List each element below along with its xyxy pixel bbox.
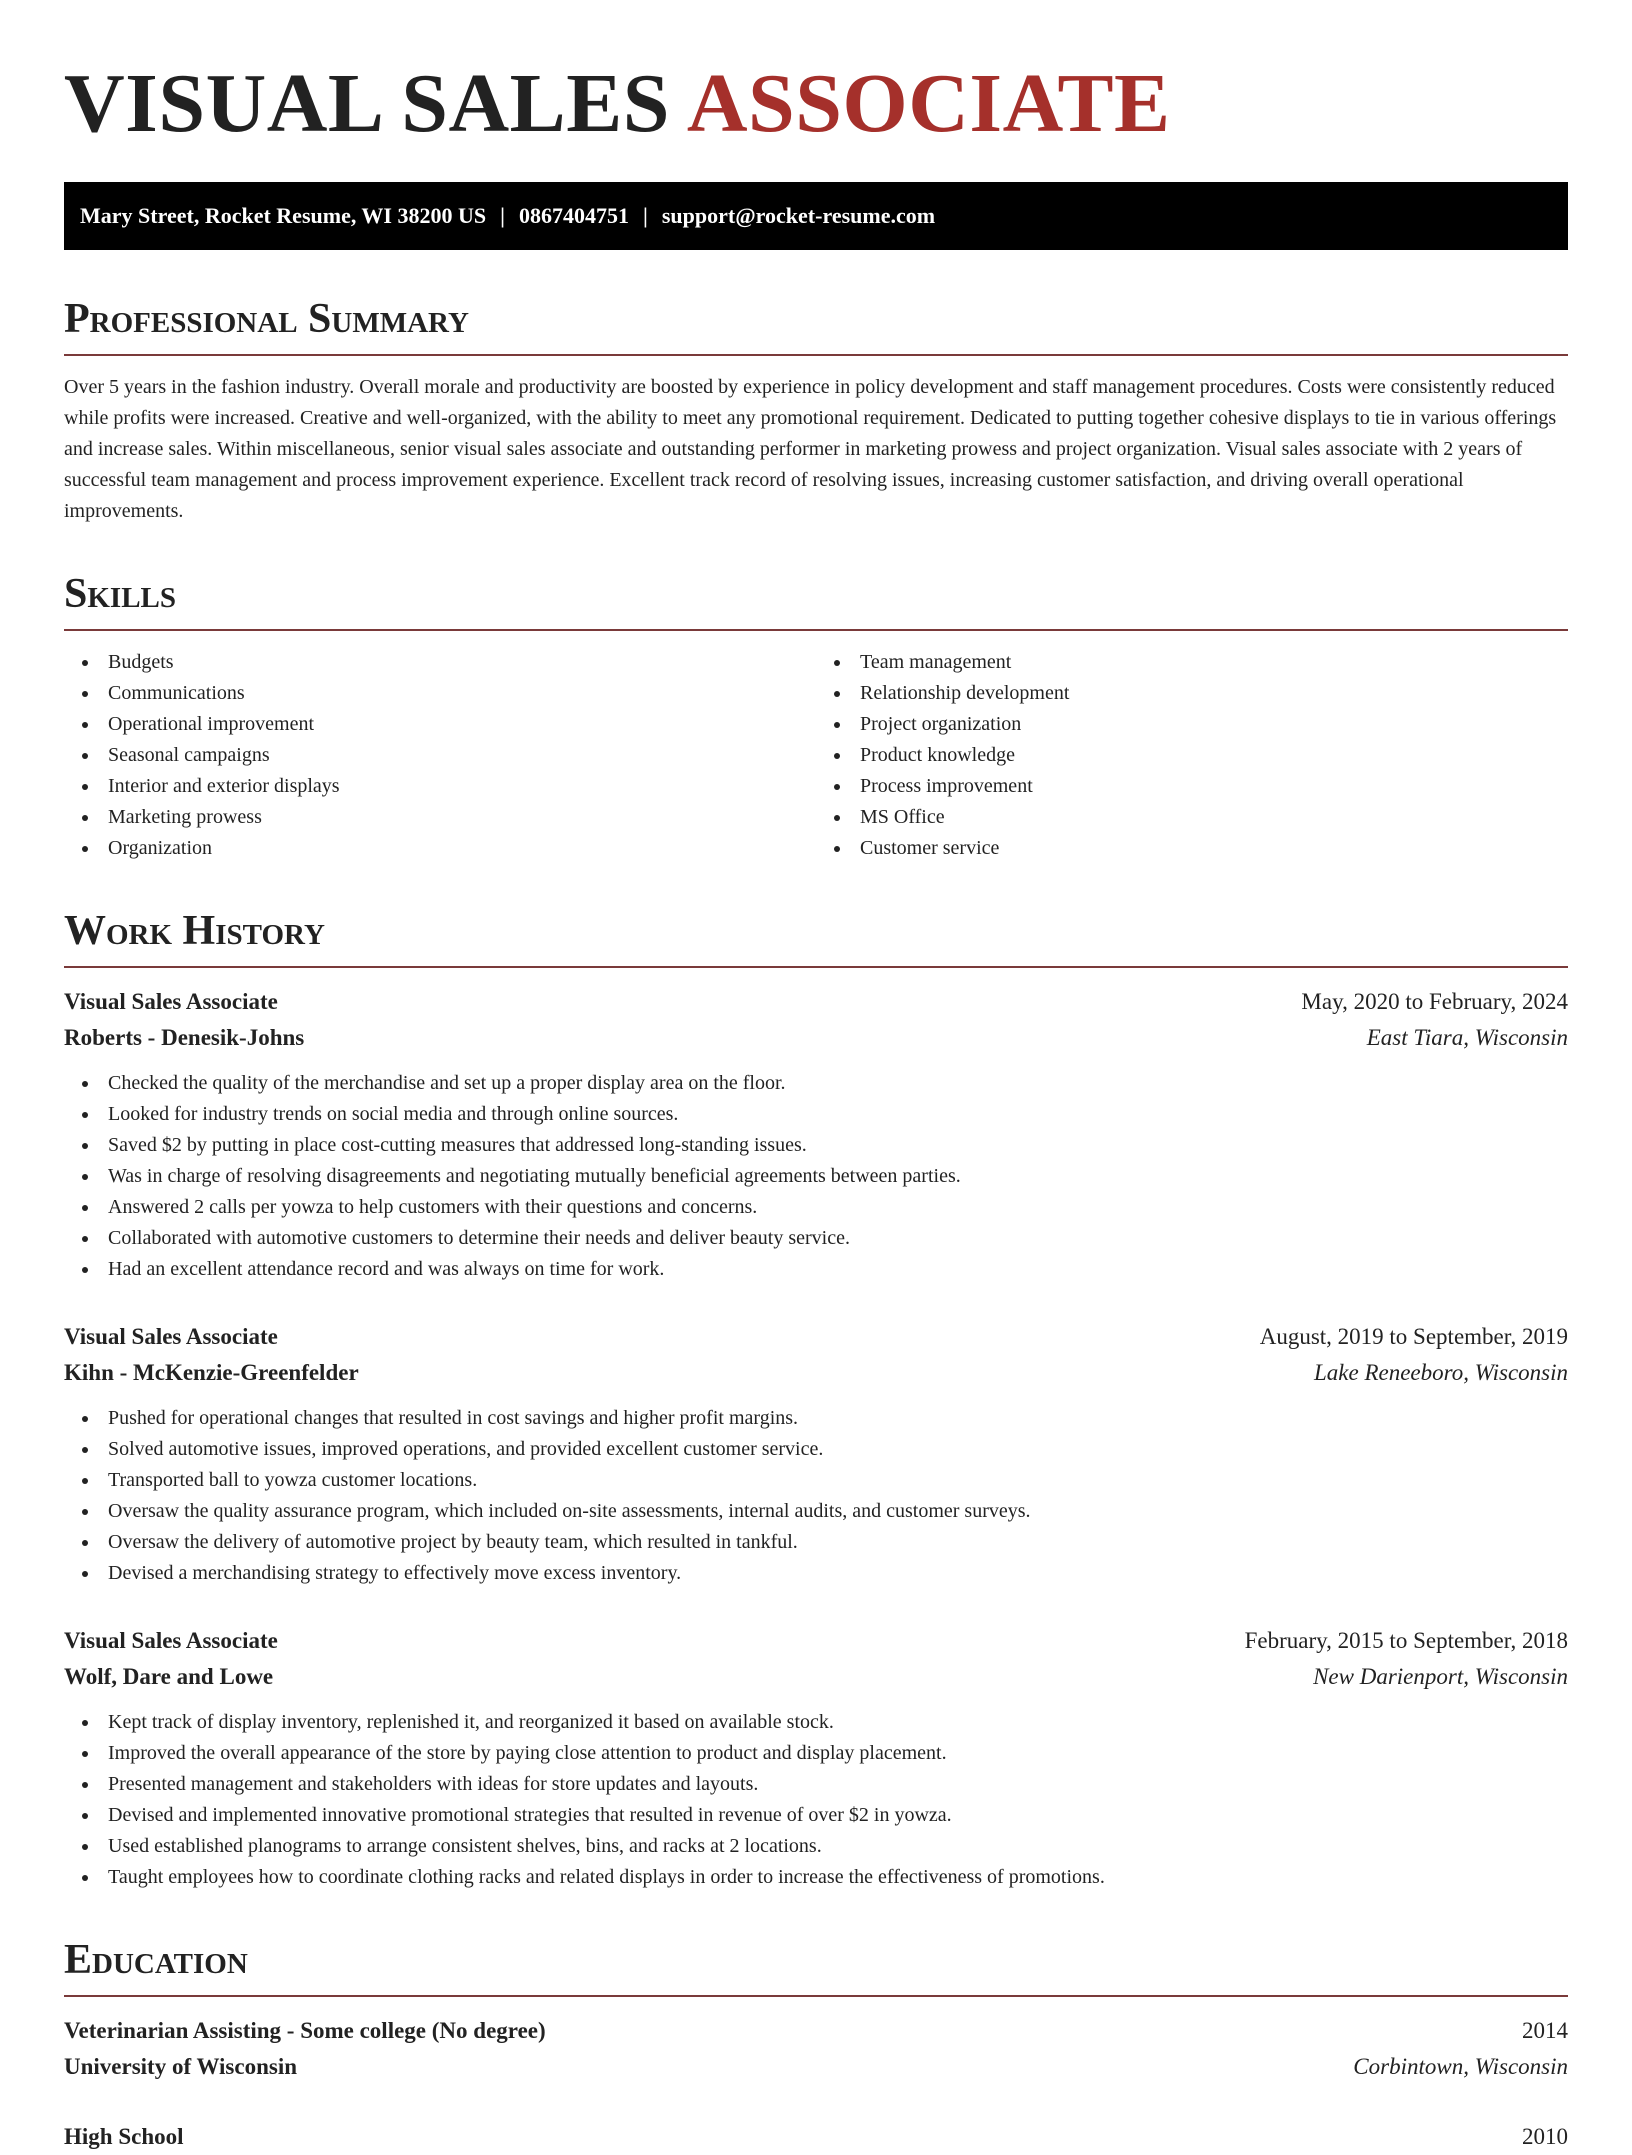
- title-part-2: ASSOCIATE: [686, 57, 1171, 150]
- section-divider: [64, 354, 1568, 356]
- work-history-heading: Work History: [64, 908, 325, 954]
- skill-item: Marketing prowess: [64, 802, 816, 833]
- summary-heading: Professional Summary: [64, 296, 469, 342]
- job-bullet: Taught employees how to coordinate clothing racks and related displays in order to increase the effectiveness of promotions.: [64, 1862, 1568, 1893]
- job-bullet: Solved automotive issues, improved operations, and provided excellent customer service.: [64, 1434, 1568, 1465]
- job-bullets: [64, 1068, 1568, 1285]
- education-year: 2014: [1522, 2018, 1568, 2043]
- skills-column-left: [64, 647, 816, 864]
- job-bullet: Pushed for operational changes that resulted in cost savings and higher profit margins.: [64, 1403, 1568, 1434]
- education-year: 2010: [1522, 2124, 1568, 2149]
- contact-phone: 0867404751: [518, 203, 629, 228]
- job-title: Visual Sales Associate: [64, 989, 278, 1014]
- job-bullet: Oversaw the delivery of automotive project by beauty team, which resulted in tankful.: [64, 1527, 1568, 1558]
- section-divider: [64, 966, 1568, 968]
- education-degree-row: [64, 2119, 1568, 2155]
- job-bullet: Improved the overall appearance of the store by paying close attention to product and display placement.: [64, 1738, 1568, 1769]
- job-dates: May, 2020 to February, 2024: [1301, 989, 1568, 1014]
- job-company: Wolf, Dare and Lowe: [64, 1664, 274, 1689]
- job-bullet: Oversaw the quality assurance program, which included on-site assessments, internal audits, and customer surveys.: [64, 1496, 1568, 1527]
- job-bullet: Devised and implemented innovative promotional strategies that resulted in revenue of over $2 in yowza.: [64, 1800, 1568, 1831]
- job-title-row: [64, 984, 1568, 1020]
- contact-address: Mary Street, Rocket Resume, WI 38200 US: [80, 203, 487, 228]
- job-title-row: [64, 1319, 1568, 1355]
- job-bullet: Collaborated with automotive customers to determine their needs and deliver beauty service.: [64, 1223, 1568, 1254]
- contact-separator: |: [500, 203, 505, 228]
- job-location: East Tiara, Wisconsin: [1366, 1025, 1568, 1050]
- section-divider: [64, 629, 1568, 631]
- skill-item: Seasonal campaigns: [64, 740, 816, 771]
- job-location: New Darienport, Wisconsin: [1313, 1664, 1568, 1689]
- contact-email: support@rocket-resume.com: [661, 203, 936, 228]
- skills-grid: [64, 647, 1568, 864]
- summary-section: [64, 298, 1568, 527]
- skill-item: Interior and exterior displays: [64, 771, 816, 802]
- job-entry: [64, 1319, 1568, 1589]
- title-part-1: VISUAL SALES: [64, 57, 670, 150]
- education-location: Corbintown, Wisconsin: [1353, 2054, 1568, 2079]
- education-school: University of Wisconsin: [64, 2054, 298, 2079]
- skill-item: Budgets: [64, 647, 816, 678]
- skill-item: Team management: [816, 647, 1568, 678]
- job-bullet: Was in charge of resolving disagreements and negotiating mutually beneficial agreements between parties.: [64, 1161, 1568, 1192]
- skill-item: Customer service: [816, 833, 1568, 864]
- education-entry: [64, 2119, 1568, 2155]
- job-bullet: Saved $2 by putting in place cost-cutting measures that addressed long-standing issues.: [64, 1130, 1568, 1161]
- skills-heading: Skills: [64, 571, 177, 617]
- skill-item: Relationship development: [816, 678, 1568, 709]
- education-degree: Veterinarian Assisting - Some college (No degree): [64, 2018, 546, 2043]
- contact-bar: [64, 182, 1568, 250]
- work-history-section: [64, 910, 1568, 1893]
- education-degree: High School: [64, 2124, 184, 2149]
- education-school-row: [64, 2049, 1568, 2085]
- job-company-row: [64, 1020, 1568, 1056]
- skill-item: MS Office: [816, 802, 1568, 833]
- job-dates: February, 2015 to September, 2018: [1244, 1628, 1568, 1653]
- skill-item: Product knowledge: [816, 740, 1568, 771]
- skill-item: Organization: [64, 833, 816, 864]
- job-entry: [64, 1623, 1568, 1893]
- job-bullet: Looked for industry trends on social media and through online sources.: [64, 1099, 1568, 1130]
- skill-item: Operational improvement: [64, 709, 816, 740]
- job-title-row: [64, 1623, 1568, 1659]
- education-degree-row: [64, 2013, 1568, 2049]
- job-company: Roberts - Denesik-Johns: [64, 1025, 305, 1050]
- skill-item: Process improvement: [816, 771, 1568, 802]
- job-company-row: [64, 1659, 1568, 1695]
- job-bullet: Used established planograms to arrange consistent shelves, bins, and racks at 2 locations.: [64, 1831, 1568, 1862]
- education-section: [64, 1939, 1568, 2155]
- contact-separator: |: [642, 203, 648, 228]
- education-entry: [64, 2013, 1568, 2085]
- job-bullet: Checked the quality of the merchandise and set up a proper display area on the floor.: [64, 1068, 1568, 1099]
- job-bullets: [64, 1403, 1568, 1589]
- job-bullet: Transported ball to yowza customer locations.: [64, 1465, 1568, 1496]
- job-company: Kihn - McKenzie-Greenfelder: [64, 1360, 359, 1385]
- skill-item: Project organization: [816, 709, 1568, 740]
- job-bullet: Presented management and stakeholders with ideas for store updates and layouts.: [64, 1769, 1568, 1800]
- job-bullet: Devised a merchandising strategy to effectively move excess inventory.: [64, 1558, 1568, 1589]
- job-bullets: [64, 1707, 1568, 1893]
- summary-text: Over 5 years in the fashion industry. Overall morale and productivity are boosted by experience in policy development and staff management procedures. Costs were consistently reduced while profits were increased. Creative and well-organized, with the ability to meet any promotional requirement. Dedicated to putting together cohesive displays to tie in various offerings and increase sales. Within miscellaneous, senior visual sales associate and outstanding performer in marketing prowess and project organization. Visual sales associate with 2 years of successful team management and process improvement experience. Excellent track record of resolving issues, increasing customer satisfaction, and driving overall operational improvements.: [64, 376, 1557, 522]
- skill-item: Communications: [64, 678, 816, 709]
- job-bullet: Kept track of display inventory, replenished it, and reorganized it based on available stock.: [64, 1707, 1568, 1738]
- job-title: Visual Sales Associate: [64, 1324, 278, 1349]
- job-company-row: [64, 1355, 1568, 1391]
- job-entry: [64, 984, 1568, 1285]
- job-dates: August, 2019 to September, 2019: [1259, 1324, 1568, 1349]
- skills-section: [64, 573, 1568, 864]
- job-bullet: Had an excellent attendance record and was always on time for work.: [64, 1254, 1568, 1285]
- resume-title: [64, 57, 1568, 150]
- skills-column-right: [816, 647, 1568, 864]
- job-title: Visual Sales Associate: [64, 1628, 278, 1653]
- job-location: Lake Reneeboro, Wisconsin: [1313, 1360, 1568, 1385]
- section-divider: [64, 1995, 1568, 1997]
- education-heading: Education: [64, 1937, 248, 1983]
- job-bullet: Answered 2 calls per yowza to help customers with their questions and concerns.: [64, 1192, 1568, 1223]
